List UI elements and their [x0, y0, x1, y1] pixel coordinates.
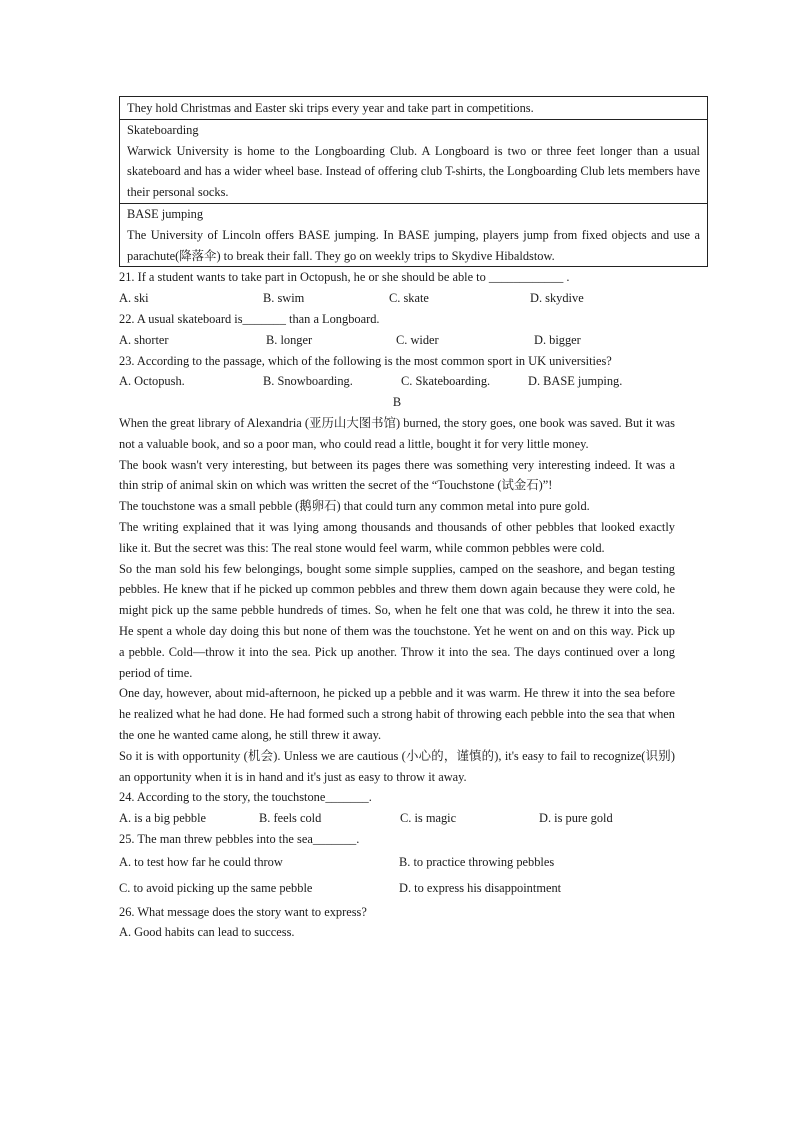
question-stem: 22. A usual skateboard is_______ than a Longboard.	[119, 311, 380, 326]
passage-paragraph: The book wasn't very interesting, but between its pages there was something very interesting indeed. It was a thin strip of animal skin on which was written the secret of the “Touchstone (试金石)”!	[119, 457, 675, 493]
option-b: B. feels cold	[259, 811, 322, 826]
passage-paragraph: So it is with opportunity (机会). Unless we are cautious (小心的，谨慎的), it's easy to fail to recognize(识别) an opportunity when it is in hand and it's just as easy to throw it away.	[119, 748, 675, 784]
option-b: B. Snowboarding.	[263, 374, 353, 389]
option-d: D. skydive	[530, 291, 584, 306]
section-b-heading: B	[392, 395, 402, 410]
options-row	[119, 288, 709, 309]
question-23	[119, 351, 709, 393]
option-b: B. to practice throwing pebbles	[399, 854, 555, 869]
option-b: B. swim	[263, 291, 305, 306]
passage-paragraph: When the great library of Alexandria (亚历山大图书馆) burned, the story goes, one book was saved. But it was not a valuable book, and so a poor man, who could read a little, bought it for very little money.	[119, 415, 675, 451]
exam-page	[119, 96, 709, 943]
option-b: B. longer	[266, 332, 313, 347]
option-c: C. to avoid picking up the same pebble	[119, 880, 313, 895]
base-jumping-text: The University of Lincoln offers BASE jumping. In BASE jumping, players jump from fixed objects and use a parachute(降落伞) to break their fall. They go on weekly trips to Skydive Hibaldstow.	[127, 227, 700, 263]
option-d: D. is pure gold	[539, 811, 613, 826]
option-a: A. ski	[119, 291, 149, 306]
passage-paragraph: The writing explained that it was lying among thousands and thousands of other pebbles that looked exactly like it. But the secret was this: The real stone would feel warm, while common pebbles were cold.	[119, 519, 675, 555]
option-a: A. Octopush.	[119, 374, 185, 389]
question-26	[119, 902, 709, 944]
option-c: C. Skateboarding.	[401, 374, 491, 389]
table-row-skateboarding	[120, 119, 707, 203]
option-a: A. is a big pebble	[119, 811, 207, 826]
question-stem: 21. If a student wants to take part in Octopush, he or she should be able to ____________ .	[119, 270, 570, 285]
sports-table	[119, 96, 708, 267]
question-25	[119, 829, 709, 902]
question-stem: 23. According to the passage, which of the following is the most common sport in UK universities?	[119, 353, 612, 368]
question-22	[119, 309, 709, 351]
options-row	[119, 808, 709, 829]
question-stem: 25. The man threw pebbles into the sea_______.	[119, 831, 360, 846]
option-c: C. is magic	[400, 811, 457, 826]
option-d: D. BASE jumping.	[528, 374, 623, 389]
options-row	[119, 876, 709, 902]
option-c: C. skate	[389, 291, 429, 306]
passage-paragraph: The touchstone was a small pebble (鹅卵石) that could turn any common metal into pure gold.	[119, 499, 590, 514]
options-row	[119, 330, 709, 351]
skateboarding-text: Warwick University is home to the Longboarding Club. A Longboard is two or three feet longer than a usual skateboard and has a wider wheel base. Instead of offering club T-shirts, the Longboarding Club lets members have their personal socks.	[127, 143, 700, 200]
option-d: D. bigger	[534, 332, 581, 347]
option-c: C. wider	[396, 332, 439, 347]
table-row-base-jumping	[120, 203, 707, 266]
question-24	[119, 787, 709, 829]
question-21	[119, 267, 709, 309]
skateboarding-title: Skateboarding	[127, 122, 199, 137]
passage-paragraph: One day, however, about mid-afternoon, he picked up a pebble and it was warm. He threw it into the sea before he realized what he had done. He had formed such a strong habit of throwing each pebble into the sea that when the one he wanted came along, he still threw it away.	[119, 686, 675, 742]
option-a: A. to test how far he could throw	[119, 854, 283, 869]
passage-b	[119, 413, 675, 787]
question-stem: 26. What message does the story want to express?	[119, 904, 367, 919]
table-row-ski	[120, 97, 707, 119]
options-row	[119, 371, 709, 392]
question-stem: 24. According to the story, the touchstone_______.	[119, 790, 372, 805]
ski-text: They hold Christmas and Easter ski trips every year and take part in competitions.	[127, 101, 534, 115]
option-a: A. shorter	[119, 332, 169, 347]
options-row	[119, 850, 709, 876]
base-jumping-title: BASE jumping	[127, 206, 204, 221]
option-a: A. Good habits can lead to success.	[119, 925, 295, 940]
option-d: D. to express his disappointment	[399, 880, 562, 895]
passage-paragraph: So the man sold his few belongings, bought some simple supplies, camped on the seashore, and began testing pebbles. He knew that if he picked up common pebbles and threw them down again because they were cold, he might pick up the same pebble hundreds of times. So, when he felt one that was cold, he threw it into the sea. He spent a whole day doing this but none of them was the touchstone. Yet he went on and on this way. Pick up a pebble. Cold—throw it into the sea. Pick up another. Throw it into the sea. The days continued over a long period of time.	[119, 561, 675, 680]
